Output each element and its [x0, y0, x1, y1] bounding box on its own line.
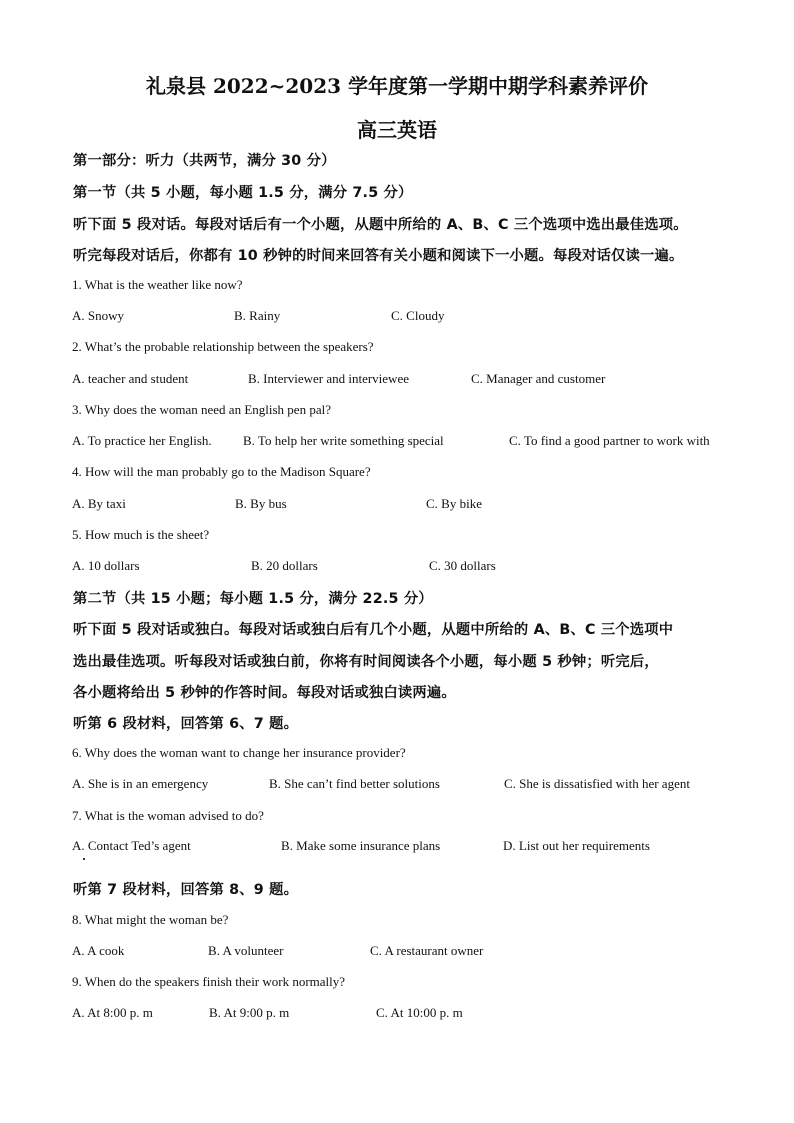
answer-option: A. She is in an emergency — [72, 776, 209, 791]
question-text: 9. When do the speakers finish their work normally? — [72, 974, 346, 989]
section2-instruction-line: 选出最佳选项。听每段对话或独白前，你将有时间阅读各个小题，每小题 5 秒钟；听完后， — [73, 654, 659, 670]
question-text: 7. What is the woman advised to do? — [72, 808, 264, 823]
answer-option: A. A cook — [72, 943, 125, 958]
exam-title: 礼泉县 2022~2023 学年度第一学期中期学科素养评价 — [145, 74, 648, 98]
part1-heading: 第一部分：听力（共两节，满分 30 分） — [73, 153, 336, 169]
section2-instruction-line: 各小题将给出 5 秒钟的作答时间。每段对话或独白读两遍。 — [73, 685, 456, 701]
answer-option: B. Rainy — [234, 308, 281, 323]
exam-subtitle: 高三英语 — [357, 118, 437, 142]
answer-option: C. She is dissatisfied with her agent — [504, 776, 690, 791]
stray-mark — [83, 858, 85, 860]
answer-option: B. Interviewer and interviewee — [248, 371, 409, 386]
answer-option: A. To practice her English. — [72, 433, 212, 448]
question-text: 5. How much is the sheet? — [72, 527, 210, 542]
section1-heading: 第一节（共 5 小题，每小题 1.5 分，满分 7.5 分） — [73, 185, 413, 201]
answer-option: D. List out her requirements — [503, 838, 650, 853]
answer-option: C. At 10:00 p. m — [376, 1005, 463, 1020]
answer-option: C. Manager and customer — [471, 371, 606, 386]
answer-option: C. A restaurant owner — [370, 943, 484, 958]
section1-instruction-line: 听下面 5 段对话。每段对话后有一个小题，从题中所给的 A、B、C 三个选项中选出最佳选项。 — [73, 217, 688, 233]
answer-option: B. 20 dollars — [251, 558, 318, 573]
section2-heading: 第二节（共 15 小题；每小题 1.5 分，满分 22.5 分） — [73, 591, 433, 607]
answer-option: A. By taxi — [72, 496, 126, 511]
question-text: 4. How will the man probably go to the Madison Square? — [72, 464, 371, 479]
answer-option: A. At 8:00 p. m — [72, 1005, 153, 1020]
answer-option: A. 10 dollars — [72, 558, 140, 573]
answer-option: C. By bike — [426, 496, 482, 511]
answer-option: B. She can’t find better solutions — [269, 776, 440, 791]
question-text: 3. Why does the woman need an English pen pal? — [72, 402, 331, 417]
section2-instruction-line: 听下面 5 段对话或独白。每段对话或独白后有几个小题，从题中所给的 A、B、C 三个选项中 — [73, 622, 674, 638]
answer-option: C. Cloudy — [391, 308, 445, 323]
answer-option: C. 30 dollars — [429, 558, 496, 573]
question-text: 1. What is the weather like now? — [72, 277, 243, 292]
material-heading: 听第 7 段材料，回答第 8、9 题。 — [73, 882, 299, 898]
answer-option: A. Snowy — [72, 308, 125, 323]
question-text: 6. Why does the woman want to change her insurance provider? — [72, 745, 406, 760]
answer-option: B. Make some insurance plans — [281, 838, 441, 853]
answer-option: A. teacher and student — [72, 371, 189, 386]
question-text: 8. What might the woman be? — [72, 912, 229, 927]
answer-option: C. To find a good partner to work with — [509, 433, 710, 448]
answer-option: B. To help her write something special — [243, 433, 444, 448]
answer-option: B. By bus — [235, 496, 287, 511]
answer-option: B. At 9:00 p. m — [209, 1005, 290, 1020]
answer-option: A. Contact Ted’s agent — [72, 838, 191, 853]
question-text: 2. What’s the probable relationship between the speakers? — [72, 339, 374, 354]
material-heading: 听第 6 段材料，回答第 6、7 题。 — [73, 716, 299, 732]
answer-option: B. A volunteer — [208, 943, 284, 958]
section1-instruction-line: 听完每段对话后，你都有 10 秒钟的时间来回答有关小题和阅读下一小题。每段对话仅读一遍。 — [73, 248, 684, 264]
